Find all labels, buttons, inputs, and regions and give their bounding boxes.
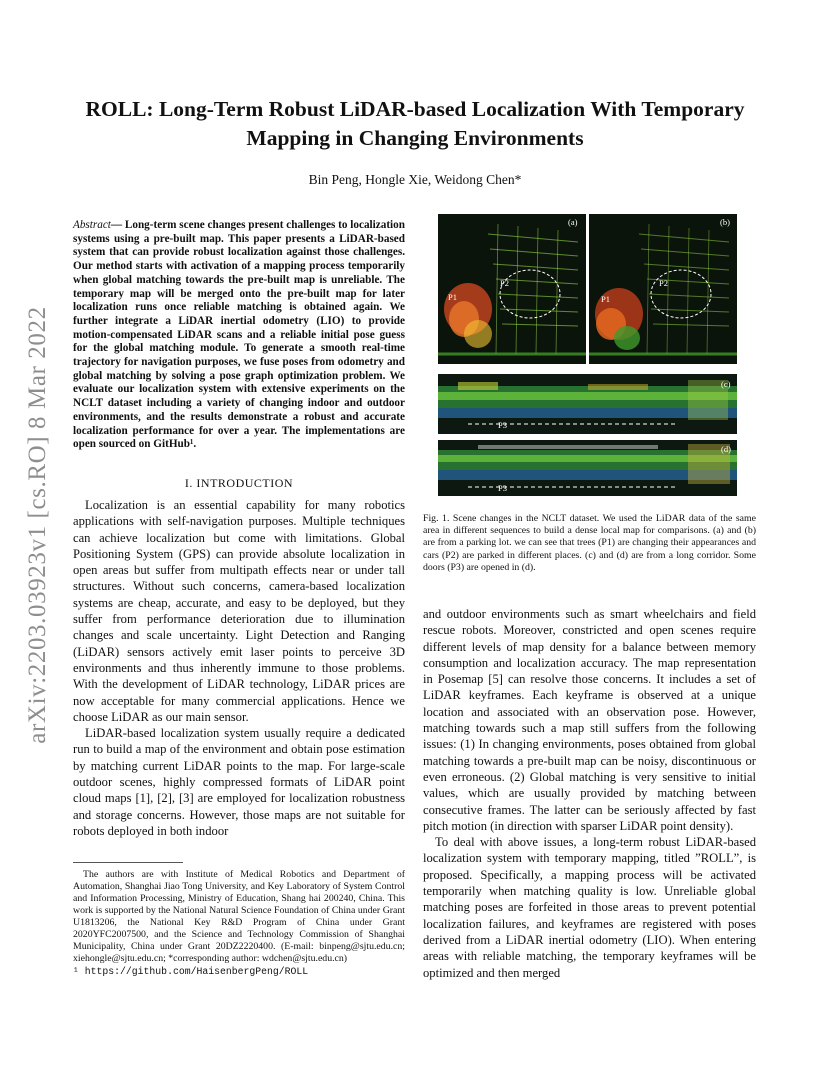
lidar-corridor-image-d — [438, 440, 737, 496]
figure-panel-b — [589, 214, 737, 364]
figure-label-a: (a) — [568, 217, 578, 227]
footnote-github-url: ¹ https://github.com/HaisenbergPeng/ROLL — [73, 966, 309, 977]
figure-label-p2-b: P2 — [659, 278, 668, 288]
arxiv-watermark — [18, 290, 58, 760]
figure-panel-d — [438, 440, 737, 496]
intro-paragraph-2: LiDAR-based localization system usually require a dedicated run to build a map of the environment and obtain pose estimation by matching current LiDAR points to the map. For large-scale outdoor scenes, highly compressed formats of LiDAR point cloud maps [1], [2], [3] are employed for localization robustness and storage concerns. However, those maps are not suitable for robots deployed in both indoor — [73, 726, 405, 838]
footnote-rule — [73, 862, 183, 863]
right-paragraph-2: To deal with above issues, a long-term robust LiDAR-based localization system with temporary mapping, titled ”ROLL”, is proposed. Specifically, a mapping process will be activated temporarily when matching quality is low. Unreliable global matching poses are forfeited in those areas to prevent potential localization failures, and keyframes are registered with poses derived from a LiDAR inertial odometry (LIO). When entering areas with reliable matching, the temporary keyframes will be optimized and then merged — [423, 835, 756, 980]
abstract-lead: Abstract — [73, 219, 111, 231]
figure-label-p2-a: P2 — [500, 278, 509, 288]
right-column-text — [423, 606, 756, 981]
introduction-text — [73, 497, 405, 839]
figure-label-b: (b) — [720, 217, 730, 227]
figure-label-p1-a: P1 — [448, 292, 457, 302]
figure-panel-a — [438, 214, 586, 364]
lidar-corridor-image-c — [438, 374, 737, 434]
paper-title: ROLL: Long-Term Robust LiDAR-based Localization With Temporary Mapping in Changing Environments — [85, 97, 745, 150]
footnotes — [73, 869, 405, 978]
figure-panel-c — [438, 374, 737, 434]
abstract-text: — Long-term scene changes present challenges to localization systems using a pre-built map. This paper presents a LiDAR-based system that can provide robust localization against those challenges. Our method starts with activation of a mapping process temporarily when global matching towards the pre-built map is unreliable. The temporary map will be merged onto the pre-built map for later localization runs once reliable matching is obtained again. We further integrate a LiDAR inertial odometry (LIO) to provide motion-compensated LiDAR scans and a reliable initial pose guess for the global matching module. To generate a smooth real-time trajectory for navigation purposes, we fuse poses from odometry and global matching by solving a pose graph optimization problem. We evaluate our localization system with extensive experiments on the NCLT dataset including a variety of changing indoor and outdoor environments, and the results demonstrate a robust and accurate localization performance for over a year. The implementations are open sourced on GitHub¹. — [73, 219, 405, 451]
figure-label-p1-b: P1 — [601, 294, 610, 304]
figure-label-p3-d: P3 — [498, 483, 507, 493]
arxiv-id: arXiv:2203.03923v1 [cs.RO] 8 Mar 2022 — [24, 306, 51, 744]
section-heading: I. INTRODUCTION — [184, 476, 294, 490]
figure-label-p3-c: P3 — [498, 420, 507, 430]
paper-authors: Bin Peng, Hongle Xie, Weidong Chen* — [308, 172, 522, 187]
footnote-affiliation: The authors are with Institute of Medical Robotics and Department of Automation, Shanghai Jiao Tong University, and Key Laboratory of System Control and Information Processing, Ministry of Education, Shang hai 200240, China. This work is supported by the National Natural Science Foundation of China under Grant U1813206, the National Key R&D Program of China under Grant 2020YFC2007500, and the Science and Technology Commission of Shanghai Municipality, China under Grant 20DZ2220400. (E-mail: binpeng@sjtu.edu.cn; xiehongle@sjtu.edu.cn; *corresponding author: wdchen@sjtu.edu.cn) — [73, 869, 405, 964]
intro-paragraph-1: Localization is an essential capability for many robotics applications with self-navigation purposes. Multiple techniques can achieve localization but come with limitations. Global Positioning System (GPS) can provide absolute localization in open areas but suffer from multipath effects near or under tall structures. Without such concerns, camera-based localization systems are cheap, accurate, and easy to be deployed, but they suffer from performance deterioration due to illumination changes and scale uncertainty. Light Detection and Ranging (LiDAR) sensors actively emit laser points to perceive 3D environments and thus inherently immune to those problems. With the development of LiDAR technology, LiDAR prices are now acceptable for many commercial applications. Hence we choose LiDAR as our main sensor. — [73, 498, 405, 724]
abstract — [73, 219, 405, 452]
figure-label-d: (d) — [721, 444, 731, 454]
lidar-parking-lot-image-a — [438, 214, 586, 364]
lidar-parking-lot-image-b — [589, 214, 737, 364]
figure-label-c: (c) — [721, 379, 731, 389]
figure-1 — [438, 214, 737, 496]
right-paragraph-1: and outdoor environments such as smart wheelchairs and field rescue robots. Moreover, constricted and open scenes require different levels of map density for a balance between memory consumption and localization accuracy. The map representation in Posemap [5] can resolve those concerns. It includes a set of LiDAR keyframes. Each keyframe is observed at a unique location and associated with an observation pose. However, matching towards such a map still suffers from the following issues: (1) In changing environments, poses obtained from global matching towards a pre-built map can be noisy, discontinuous or even erroneous. (2) Global matching is very sensitive to initial values, which are usually provided by matching between consecutive frames. The latter can be seriously affected by fast pitch motion (in direction with sparser LiDAR point density). — [423, 607, 756, 833]
figure-caption: Fig. 1. Scene changes in the NCLT dataset. We used the LiDAR data of the same area in different sequences to build a dense local map for comparisons. (a) and (b) are from a parking lot. we can see that trees (P1) are changing their appearances and cars (P2) are parked in different places. (c) and (d) are from a long corridor. Some doors (P3) are opened in (d). — [423, 513, 756, 573]
